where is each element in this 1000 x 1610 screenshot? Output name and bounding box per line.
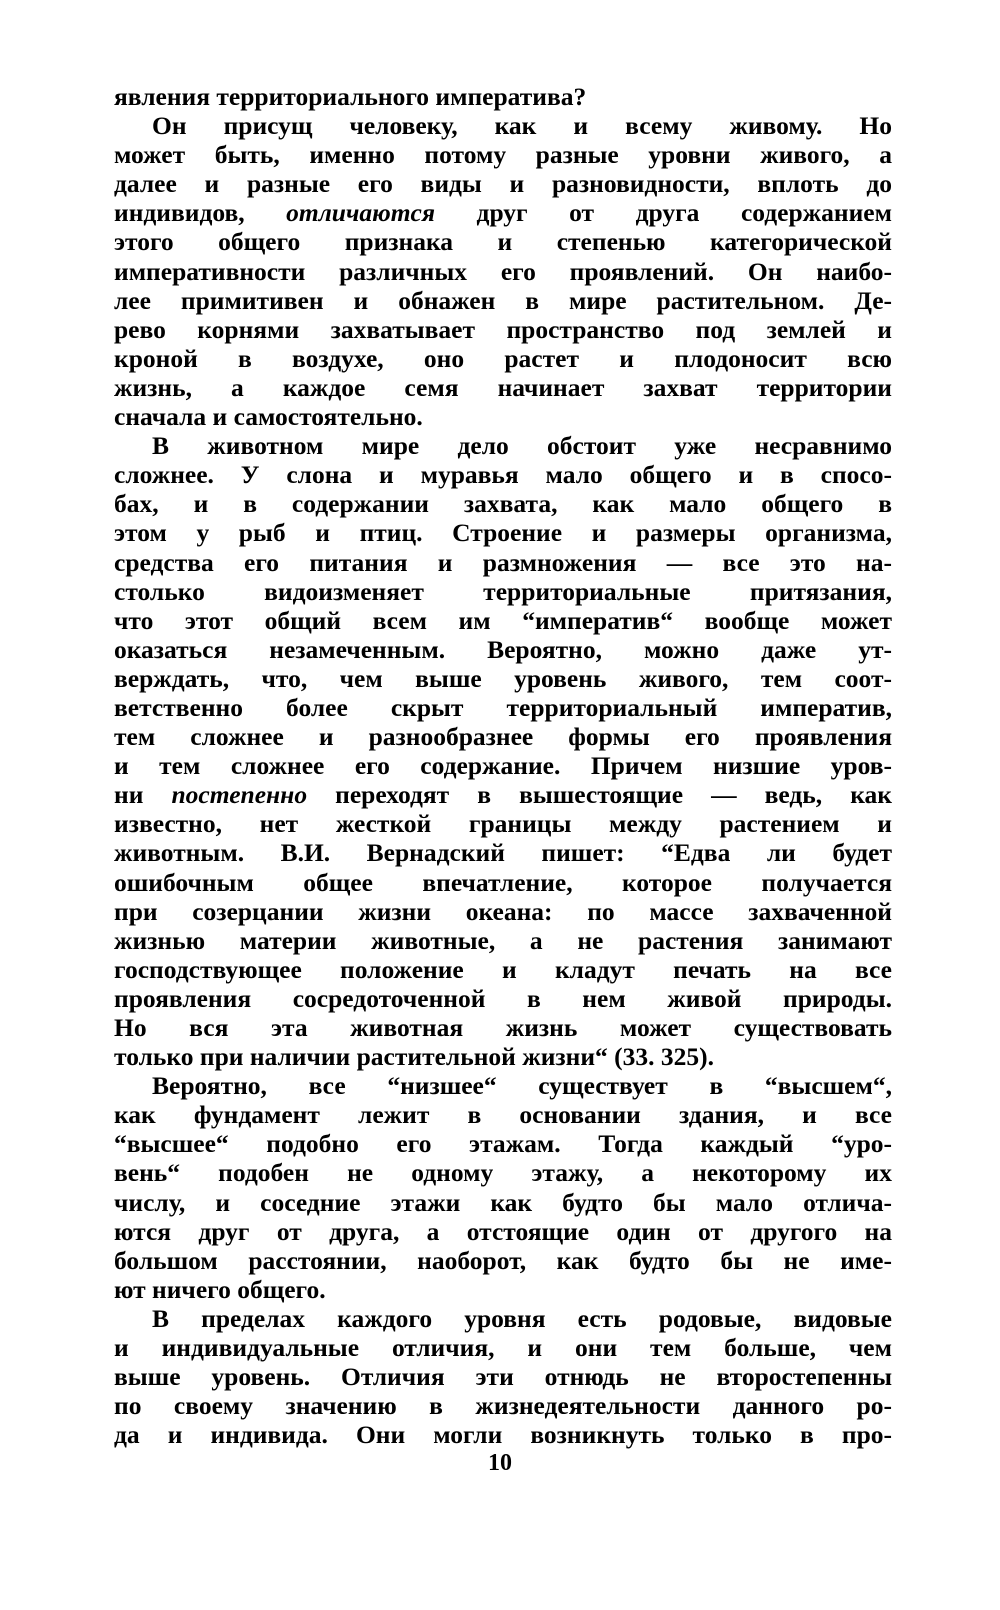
text-line: жизнь, а каждое семя начинает захват территории: [114, 372, 892, 402]
paragraph: [114, 1304, 892, 1449]
text-line: верждать, что, чем выше уровень живого, тем соот-: [114, 663, 892, 693]
text-line: В животном мире дело обстоит уже несравнимо: [152, 431, 892, 461]
paragraph: [114, 82, 892, 111]
text-line: средства его питания и размножения — все это на-: [114, 547, 892, 577]
text-line: большом расстоянии, наоборот, как будто бы не име-: [114, 1245, 892, 1275]
text-line: Он присущ человеку, как и всему живому. Но: [152, 111, 892, 141]
text-line: ни постепенно переходят в вышестоящие — ведь, как: [114, 780, 892, 810]
emphasis-text: постепенно: [171, 780, 308, 810]
text-line: что этот общий всем им “императив“ вообще может: [114, 605, 892, 635]
text-line: выше уровень. Отличия эти отнюдь не второстепенны: [114, 1362, 892, 1392]
text-line: вень“ подобен не одному этажу, а некоторому их: [114, 1158, 892, 1188]
text-line: числу, и соседние этажи как будто бы мало отлича-: [114, 1187, 892, 1217]
text-line: этом у рыб и птиц. Строение и размеры организма,: [114, 518, 892, 548]
text-line: жизнью материи животные, а не растения занимают: [114, 925, 892, 955]
body-text: [114, 82, 892, 1449]
text-line: проявления сосредоточенной в нем живой природы.: [114, 983, 892, 1013]
text-line: и индивидуальные отличия, и они тем больше, чем: [114, 1333, 892, 1363]
text-line: ветственно более скрыт территориальный императив,: [114, 692, 892, 722]
text-line: оказаться незамеченным. Вероятно, можно даже ут-: [114, 634, 892, 664]
page-number: 10: [488, 1450, 512, 1476]
text-line: господствующее положение и кладут печать на все: [114, 954, 892, 984]
text-line: далее и разные его виды и разновидности, вплоть до: [114, 169, 892, 199]
paragraph: [114, 1071, 892, 1304]
text-line: бах, и в содержании захвата, как мало общего в: [114, 489, 892, 519]
text-line: Но вся эта животная жизнь может существовать: [114, 1013, 892, 1042]
text-line: сложнее. У слона и муравья мало общего и в спосо-: [114, 460, 892, 490]
text-line: “высшее“ подобно его этажам. Тогда каждый “уро-: [114, 1129, 892, 1159]
text-line: при созерцании жизни океана: по массе захваченной: [114, 896, 892, 926]
text-line: сначала и самостоятельно.: [114, 402, 423, 432]
text-line: ошибочным общее впечатление, которое получается: [114, 867, 892, 897]
paragraph: [114, 111, 892, 431]
text-line: может быть, именно потому разные уровни живого, а: [114, 140, 892, 170]
text-line: только при наличии растительной жизни“ (33. 325).: [114, 1042, 715, 1072]
emphasis-text: отличаются: [286, 198, 436, 228]
text-line: и тем сложнее его содержание. Причем низшие уров-: [114, 751, 892, 781]
text-line: индивидов, отличаются друг от друга содержанием: [114, 198, 892, 228]
paragraph: [114, 431, 892, 1071]
text-line: да и индивида. Они могли возникнуть только в про-: [114, 1420, 892, 1450]
text-line: кроной в воздухе, оно растет и плодоносит всю: [114, 343, 892, 373]
text-line: ют ничего общего.: [114, 1274, 326, 1304]
text-line: тем сложнее и разнообразнее формы его проявления: [114, 722, 892, 752]
text-line: лее примитивен и обнажен в мире растительном. Де-: [114, 285, 892, 315]
text-line: животным. В.И. Вернадский пишет: “Едва ли будет: [114, 838, 892, 868]
text-line: известно, нет жесткой границы между растением и: [114, 809, 892, 839]
text-line: столько видоизменяет территориальные притязания,: [114, 576, 892, 606]
text-line: этого общего признака и степенью категорической: [114, 227, 892, 257]
text-line: явления территориального императива?: [114, 82, 587, 111]
text-line: ются друг от друга, а отстоящие один от другого на: [114, 1216, 892, 1246]
text-line: как фундамент лежит в основании здания, и все: [114, 1100, 892, 1130]
text-line: по своему значению в жизнедеятельности данного ро-: [114, 1391, 892, 1421]
text-line: императивности различных его проявлений. Он наибо-: [114, 256, 892, 286]
text-line: В пределах каждого уровня есть родовые, видовые: [152, 1303, 892, 1333]
text-line: рево корнями захватывает пространство под землей и: [114, 314, 892, 344]
text-line: Вероятно, все “низшее“ существует в “высшем“,: [152, 1071, 892, 1101]
